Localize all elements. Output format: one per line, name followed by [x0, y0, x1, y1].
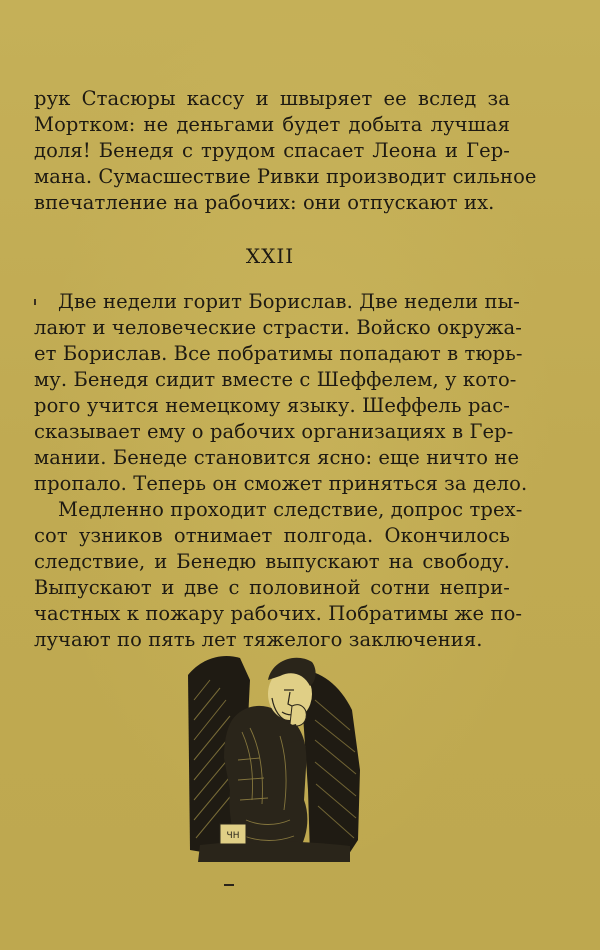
- text-line: пропало. Теперь он сможет приняться за дело.: [34, 472, 528, 495]
- illustration-inscription: ЧН: [226, 831, 240, 841]
- text-line: сказывает ему о рабочих организациях в Гер-: [34, 420, 514, 443]
- print-speck: [34, 299, 36, 305]
- text-line: лают и человеческие страсти. Войско окружа-: [34, 316, 522, 339]
- text-line: рук Стасюры кассу и швыряет ее вслед за: [34, 87, 510, 110]
- text-line: Две недели горит Борислав. Две недели пы-: [58, 290, 520, 313]
- text-line: впечатление на рабочих: они отпускают их.: [34, 191, 495, 214]
- text-line: лучают по пять лет тяжелого заключения.: [34, 628, 483, 651]
- text-line: следствие, и Бенедю выпускают на свободу.: [34, 550, 510, 573]
- text-line: му. Бенедя сидит вместе с Шеффелем, у кото-: [34, 368, 517, 391]
- text-line: доля! Бенедя с трудом спасает Леона и Гер-: [34, 139, 510, 162]
- engraving-prisoner-icon: [180, 640, 365, 870]
- text-line: частных к пожару рабочих. Побратимы же по-: [34, 602, 523, 625]
- chapter-heading: XXII: [245, 244, 295, 268]
- page-mark: [224, 884, 234, 886]
- text-line: рого учится немецкому языку. Шеффель рас-: [34, 394, 510, 417]
- text-line: мана. Сумасшествие Ривки производит сильное: [34, 165, 537, 188]
- text-line: мании. Бенеде становится ясно: еще ничто не: [34, 446, 520, 469]
- text-line: Медленно проходит следствие, допрос трех-: [58, 498, 523, 521]
- text-line: сот узников отнимает полгода. Окончилось: [34, 524, 510, 547]
- text-line: Выпускают и две с половиной сотни непри-: [34, 576, 510, 599]
- text-line: Мортком: не деньгами будет добыта лучшая: [34, 113, 510, 136]
- text-line: ет Борислав. Все побратимы попадают в тюрь-: [34, 342, 523, 365]
